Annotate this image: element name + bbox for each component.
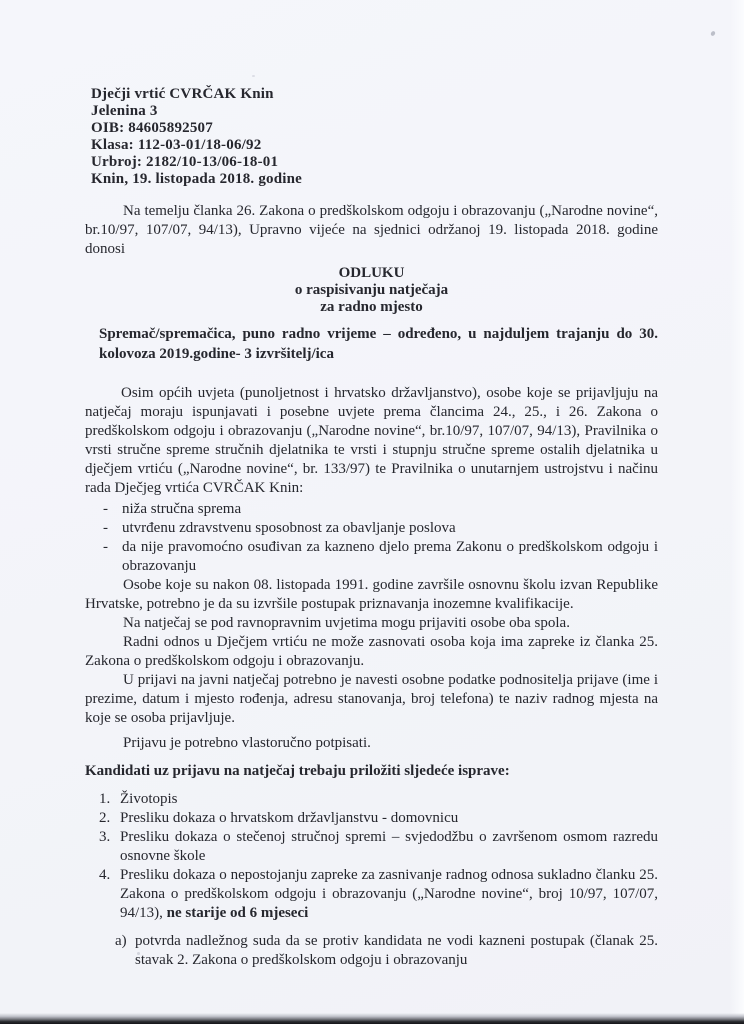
letterhead-urbroj: Urbroj: 2182/10-13/06-18-01 <box>91 154 279 170</box>
sub-documents-list <box>85 932 658 970</box>
list-item <box>85 932 658 970</box>
letterhead-institution: Dječji vrtić CVRČAK Knin <box>91 86 274 102</box>
intro-paragraph: Na temelju članka 26. Zakona o predškolskom odgoju i obrazovanju („Narodne novine“, br.10/97, 107/07, 94/13), Upravno vijeće na sjednici održanoj 19. listopada 2018. godine donosi <box>85 203 658 257</box>
body-paragraph: Na natječaj se pod ravnopravnim uvjetima mogu prijaviti osobe oba spola. <box>123 615 570 631</box>
list-marker: a) <box>115 933 127 949</box>
list-item-text: niža stručna sprema <box>122 501 242 517</box>
list-marker: 2. <box>99 810 111 826</box>
scan-speck <box>252 75 255 77</box>
scan-speck <box>710 30 716 36</box>
list-item-text: potvrda nadležnog suda da se protiv kandidata ne vodi kazneni postupak (članak 25. stavak 2. Zakona o predškolskom odgoju i obrazovanju <box>135 933 658 968</box>
conditions-intro-paragraph: Osim općih uvjeta (punoljetnost i hrvatsko državljanstvo), osobe koje se prijavljuju na natječaj moraju ispunjavati i posebne uvjete prema člancima 24., 25., i 26. Zakona o predškolskom odgoju i obrazovanju („Narodne novine“, br.10/97, 107/07, 94/13), Pravilnika o vrsti stručne spreme stručnih djelatnika te vrsti i stupnju stručne spreme ostalih djelatnika u dječjem vrtiću („Narodne novine“, br. 133/97) te Pravilnika o unutarnjem ustrojstvu i načinu rada Dječjeg vrtića CVRČAK Knin: <box>85 385 658 496</box>
list-item <box>85 866 658 923</box>
list-marker: - <box>103 539 108 555</box>
signature-note: Prijavu je potrebno vlastoručno potpisati. <box>123 735 371 751</box>
letterhead-klasa: Klasa: 112-03-01/18-06/92 <box>91 137 262 153</box>
job-position-line: Spremač/spremačica, puno radno vrijeme – određeno, u najduljem trajanju do 30. kolovoza 2019.godine- 3 izvršitelj/ica <box>99 326 658 362</box>
document-content <box>85 86 658 970</box>
documents-list <box>85 790 658 923</box>
list-item-text: Životopis <box>120 791 178 807</box>
documents-heading: Kandidati uz prijavu na natječaj trebaju priložiti sljedeće isprave: <box>85 763 510 779</box>
list-marker: 1. <box>99 791 111 807</box>
letterhead-place-date: Knin, 19. listopada 2018. godine <box>91 171 303 187</box>
list-item <box>85 500 658 519</box>
decision-subtitle-1: o raspisivanju natječaja <box>294 282 449 298</box>
list-item-bold-text: ne starije od 6 mjeseci <box>166 905 309 921</box>
letterhead <box>91 86 658 188</box>
list-item-text: da nije pravomoćno osuđivan za kazneno djelo prema Zakonu o predškolskom odgoju i obrazovanju <box>122 539 658 574</box>
list-item <box>85 790 658 809</box>
list-marker: 4. <box>99 867 111 883</box>
body-paragraph: Radni odnos u Dječjem vrtiću ne može zasnovati osoba koja ima zapreke iz članka 25. Zakona o predškolskom odgoju i obrazovanju. <box>85 634 658 669</box>
list-marker: - <box>103 501 108 517</box>
list-item-text: Presliku dokaza o stečenoj stručnoj spremi – svjedodžbu o završenom osmom razredu osnovne škole <box>120 829 658 864</box>
list-item <box>85 828 658 866</box>
list-item <box>85 538 658 576</box>
scan-bottom-edge <box>0 1013 744 1024</box>
letterhead-address: Jelenina 3 <box>91 103 158 119</box>
body-paragraph: Osobe koje su nakon 08. listopada 1991. godine završile osnovnu školu izvan Republike Hrvatske, potrebno je da su izvršile postupak priznavanja inozemne kvalifikacije. <box>85 577 658 612</box>
list-marker: 3. <box>99 829 111 845</box>
list-item-text: Presliku dokaza o nepostojanju zapreke za zasnivanje radnog odnosa sukladno članku 25. Zakona o predškolskom odgoju i obrazovanju („Narodne novine“, broj 10/97, 107/07, 94/13), <box>120 867 658 921</box>
list-item-text: Presliku dokaza o hrvatskom državljanstvu - domovnicu <box>120 810 459 826</box>
letterhead-oib: OIB: 84605892507 <box>91 120 213 136</box>
scan-right-edge <box>730 0 744 1024</box>
conditions-list <box>85 500 658 576</box>
decision-subtitle-2: za radno mjesto <box>320 299 423 315</box>
list-marker: - <box>103 520 108 536</box>
list-item-text: utvrđenu zdravstvenu sposobnost za obavljanje poslova <box>122 520 456 536</box>
list-item <box>85 519 658 538</box>
body-paragraph: U prijavi na javni natječaj potrebno je navesti osobne podatke podnositelja prijave (ime i prezime, datum i mjesto rođenja, adresu stanovanja, broj telefona) te naziv radnog mjesta na koje se osoba prijavljuje. <box>85 672 658 726</box>
decision-title: ODLUKU <box>338 265 405 281</box>
decision-title-block <box>85 265 658 316</box>
list-item <box>85 809 658 828</box>
